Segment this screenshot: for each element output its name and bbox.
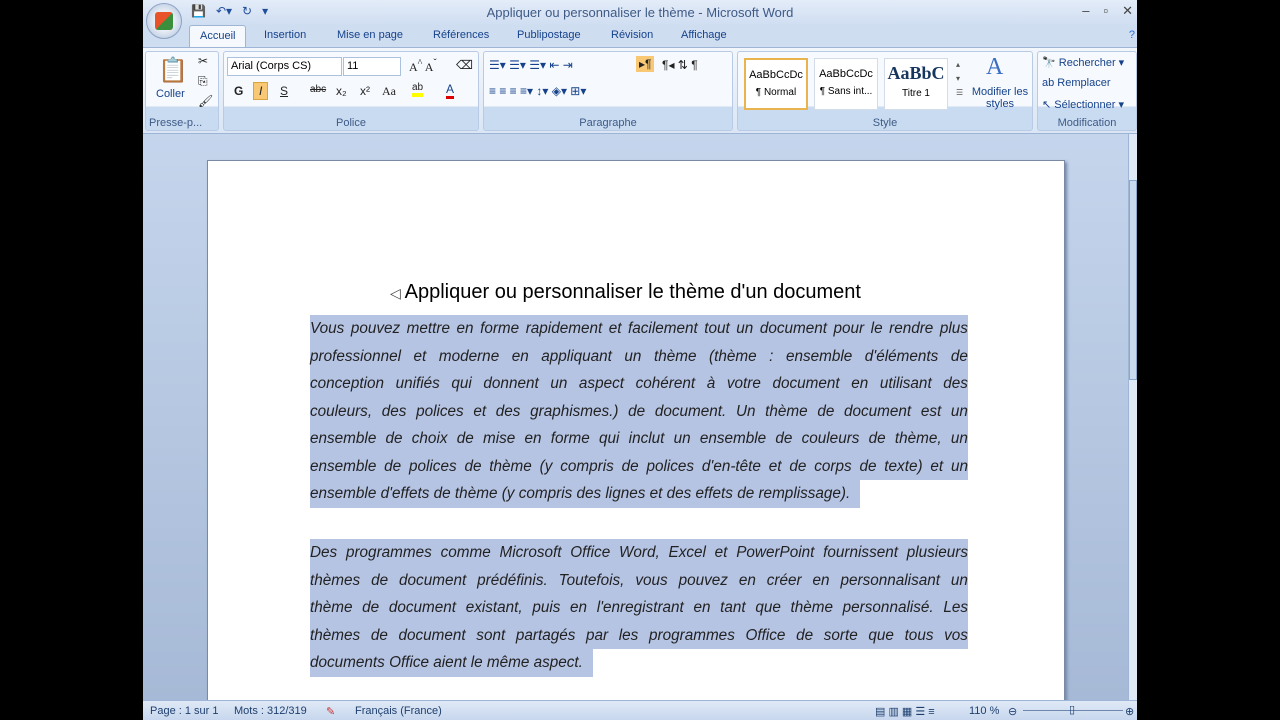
font-color-icon[interactable]: A <box>446 82 454 99</box>
bold-button[interactable]: G <box>234 84 244 98</box>
window-title: Appliquer ou personnaliser le thème - Microsoft Word <box>486 5 794 20</box>
group-paragraph <box>483 51 733 131</box>
style-sans-interligne[interactable]: AaBbCcDc ¶ Sans int... <box>814 58 878 110</box>
paste-icon[interactable]: 📋 <box>158 57 188 84</box>
subscript-button[interactable]: x₂ <box>336 84 347 98</box>
change-styles-button[interactable]: Modifier les styles <box>971 86 1029 110</box>
document-area <box>143 134 1128 700</box>
word: Les <box>943 599 968 616</box>
word: des <box>381 402 407 420</box>
word: plus <box>939 320 968 337</box>
highlight-icon[interactable]: ab <box>412 82 423 97</box>
word: un <box>950 402 968 420</box>
word: de <box>628 402 646 420</box>
text-line <box>310 539 968 567</box>
word: choix <box>411 430 448 447</box>
word: puis <box>532 599 561 616</box>
word: Des <box>310 544 338 561</box>
word: document <box>759 320 828 337</box>
word: utilisant <box>879 375 932 392</box>
document-page[interactable] <box>207 160 1065 720</box>
paragraph-1 <box>310 315 968 508</box>
office-logo-icon <box>155 12 173 30</box>
text-line <box>310 398 968 426</box>
word: Excel <box>668 544 706 561</box>
group-label: Police <box>336 117 366 129</box>
word: créer <box>766 571 802 589</box>
style-normal[interactable]: AaBbCcDc ¶ Normal <box>744 58 808 110</box>
word: de <box>789 457 807 475</box>
zoom-in-button[interactable]: ⊕ <box>1125 706 1135 718</box>
text-line <box>310 622 968 650</box>
word: (y <box>539 457 553 475</box>
word: : <box>769 347 774 365</box>
word: de <box>371 571 389 589</box>
zoom-out-button[interactable]: ⊖ <box>1008 706 1018 718</box>
scroll-thumb[interactable] <box>1129 180 1137 380</box>
word: vous <box>635 571 668 589</box>
text-line <box>310 567 968 595</box>
page-count[interactable]: Page : 1 sur 1 <box>150 705 219 717</box>
word: de <box>796 626 814 644</box>
italic-button[interactable]: I <box>253 82 268 100</box>
style-titre-1[interactable]: AaBbC Titre 1 <box>884 58 948 110</box>
title-bar <box>143 0 1137 25</box>
word: sont <box>476 626 506 644</box>
customize-icon[interactable]: ▾ <box>262 4 269 18</box>
word: document <box>398 626 466 644</box>
word: PowerPoint <box>736 544 815 561</box>
word: de <box>950 347 968 365</box>
word: ensemble <box>310 457 377 475</box>
styles-scroll[interactable]: ▴ ▾ ☰ <box>956 60 964 97</box>
word: personnalisant <box>840 571 940 589</box>
word: en <box>693 599 711 616</box>
list-icons[interactable]: ☰▾ ☰▾ ☰▾ ⇤ ⇥ <box>489 58 573 72</box>
word: un <box>550 375 568 392</box>
text-line <box>310 425 968 453</box>
word: thème <box>310 599 353 616</box>
document-heading: ◁ Appliquer ou personnaliser le thème d'un document <box>390 281 861 303</box>
word: qui <box>599 430 620 447</box>
group-label: Paragraphe <box>579 117 637 129</box>
word: polices <box>409 457 457 475</box>
word: conception <box>310 375 384 392</box>
help-icon[interactable]: ? <box>1128 29 1135 41</box>
word: et <box>714 544 728 561</box>
word: Word, <box>618 544 660 561</box>
superscript-button[interactable]: x² <box>360 84 370 98</box>
word: en <box>524 430 542 447</box>
word: forme <box>550 430 590 447</box>
word: pouvez <box>350 320 401 337</box>
select-button[interactable]: ↖ Sélectionner ▾ <box>1042 99 1125 111</box>
replace-button[interactable]: ab Remplacer <box>1042 77 1111 89</box>
word: en <box>570 599 588 616</box>
group-font <box>223 51 479 131</box>
paragraph-2 <box>310 539 968 677</box>
word: polices <box>646 457 695 475</box>
view-buttons[interactable]: ▤ ▥ ▦ ☰ ≡ <box>875 706 935 718</box>
copy-icon[interactable]: ⎘ <box>198 74 208 88</box>
group-editing <box>1037 51 1137 131</box>
word: fournissent <box>823 544 898 561</box>
word: rendre <box>889 320 934 337</box>
word: un <box>624 347 642 365</box>
word: mise <box>482 430 516 447</box>
word: de <box>384 457 402 475</box>
clear-format-icon[interactable]: ⌫ <box>456 58 473 72</box>
word: de <box>868 430 886 447</box>
font-name-select[interactable]: Arial (Corps CS) <box>227 57 342 76</box>
word: professionnel <box>310 347 401 365</box>
word: tout <box>704 320 730 337</box>
word: cohérent <box>635 375 696 392</box>
word: document. <box>654 402 727 420</box>
word: vos <box>944 626 968 644</box>
group-label: Modification <box>1057 117 1117 129</box>
word: sorte <box>823 626 858 644</box>
word: compris <box>560 457 614 475</box>
word: en <box>738 571 756 589</box>
cut-icon[interactable]: ✂ <box>198 54 209 68</box>
word: document <box>772 375 840 392</box>
word: en <box>812 571 830 589</box>
word: thème <box>790 599 834 616</box>
word: programmes <box>648 626 735 644</box>
word: forme <box>480 320 520 337</box>
tab-revision[interactable]: Révision <box>611 29 654 41</box>
word: de <box>385 430 403 447</box>
word: est <box>920 402 942 420</box>
word: thèmes <box>310 571 361 589</box>
change-styles-icon[interactable]: A <box>986 54 1004 80</box>
word-window <box>143 0 1137 720</box>
word-count[interactable]: Mots : 312/319 <box>234 705 307 717</box>
strikethrough-button[interactable]: abc <box>310 84 327 95</box>
word: existant, <box>465 599 523 616</box>
status-bar <box>143 700 1137 720</box>
rtl-icon[interactable]: ¶◂ ⇅ ¶ <box>662 58 698 72</box>
ltr-icon[interactable]: ▸¶ <box>636 56 654 72</box>
word: comme <box>440 544 491 561</box>
word: donnent <box>483 375 539 392</box>
word: programmes <box>345 544 432 561</box>
word: thèmes <box>310 626 361 644</box>
word: (thème <box>709 347 757 365</box>
word: et <box>608 320 622 337</box>
word: document <box>399 571 467 589</box>
text-line <box>310 343 968 371</box>
word: d'en-tête <box>701 457 761 475</box>
word: à <box>706 375 716 392</box>
word: un <box>673 430 691 447</box>
word: aspect <box>578 375 624 392</box>
word: plusieurs <box>906 544 968 561</box>
word: unifiés <box>395 375 440 392</box>
word: texte) <box>884 457 923 475</box>
text-line <box>310 315 968 343</box>
tab-references[interactable]: Références <box>433 29 490 41</box>
word: thème <box>653 347 697 365</box>
text-line: documents Office aient le même aspect. <box>310 649 593 677</box>
word: prédéfinis. <box>477 571 548 589</box>
word: graphismes.) <box>530 402 619 420</box>
word: de <box>362 599 380 616</box>
word: Office <box>570 544 611 561</box>
word: Un <box>735 402 756 420</box>
maximize-button[interactable]: ▫ <box>1103 3 1109 18</box>
word: des <box>943 375 968 392</box>
word: les <box>618 626 639 644</box>
word: de <box>775 430 793 447</box>
text-line <box>310 594 968 622</box>
word: corps <box>814 457 852 475</box>
word: document <box>388 599 457 616</box>
word: votre <box>726 375 761 392</box>
language[interactable]: Français (France) <box>355 705 442 717</box>
word: et <box>473 402 487 420</box>
word: qui <box>451 375 472 392</box>
tab-insertion[interactable]: Insertion <box>264 29 307 41</box>
word: facilement <box>628 320 698 337</box>
word: de <box>859 457 877 475</box>
word: que <box>868 626 894 644</box>
vertical-scrollbar[interactable] <box>1128 134 1137 700</box>
zoom-slider-thumb[interactable]: ▯ <box>1069 704 1076 716</box>
word: un <box>950 571 968 589</box>
tab-affichage[interactable]: Affichage <box>681 29 727 41</box>
proofing-icon[interactable]: ✎ <box>326 706 336 718</box>
word: un <box>950 430 968 447</box>
redo-icon[interactable]: ↻ <box>242 4 253 18</box>
paste-button[interactable]: Coller <box>156 88 185 100</box>
word: et <box>413 347 427 365</box>
tab-publipostage[interactable]: Publipostage <box>517 29 581 41</box>
word: pouvez <box>678 571 728 589</box>
group-label: Presse-p... <box>149 117 203 129</box>
word: partagés <box>515 626 576 644</box>
save-icon[interactable]: 💾 <box>191 4 206 18</box>
grow-font-icon[interactable]: A^ $A^ˇ$ <box>409 58 437 74</box>
word: tant <box>720 599 746 616</box>
word: rapidement <box>525 320 603 337</box>
word: de <box>817 402 835 420</box>
word: thème, <box>894 430 942 447</box>
word: tous <box>904 626 934 644</box>
tab-mise-en-page[interactable]: Mise en page <box>337 29 404 41</box>
word: un <box>950 457 968 475</box>
group-clipboard <box>145 51 219 131</box>
word: en <box>456 320 474 337</box>
underline-button[interactable]: S <box>280 84 289 98</box>
word: couleurs <box>801 430 860 447</box>
font-size-select[interactable]: 11 <box>343 57 401 76</box>
tab-accueil[interactable]: Accueil <box>189 25 246 48</box>
format-painter-icon[interactable]: 🖌 <box>198 94 214 108</box>
word: ensemble <box>310 430 377 447</box>
zoom-level[interactable]: 110 % <box>969 705 1000 717</box>
word: inclut <box>628 430 665 447</box>
word: de <box>370 626 388 644</box>
group-styles <box>737 51 1033 131</box>
minimize-button[interactable]: – <box>1082 3 1090 18</box>
word: de <box>456 430 474 447</box>
word: et <box>768 457 782 475</box>
word: polices <box>416 402 464 420</box>
text-line <box>310 370 968 398</box>
word: ensemble <box>699 430 767 447</box>
word: par <box>586 626 609 644</box>
word: appliquant <box>541 347 612 365</box>
align-icons[interactable]: ≡ ≡ ≡ ≡▾ ↕▾ ◈▾ ⊞▾ <box>489 84 587 98</box>
ribbon <box>143 47 1137 134</box>
find-button[interactable]: 🔭 Rechercher ▾ <box>1042 57 1125 69</box>
word: et <box>930 457 944 475</box>
word: thème <box>489 457 532 475</box>
word: moderne <box>438 347 500 365</box>
word: mettre <box>406 320 451 337</box>
word: que <box>755 599 781 616</box>
word: ensemble <box>785 347 853 365</box>
word: de <box>621 457 639 475</box>
group-label: Style <box>872 117 898 129</box>
word: le <box>870 320 883 337</box>
word: Microsoft <box>499 544 562 561</box>
word: en <box>511 347 529 365</box>
ribbon-tabs <box>143 25 1137 47</box>
office-button[interactable] <box>146 3 182 39</box>
word: thème <box>765 402 808 420</box>
word: l'enregistrant <box>596 599 684 616</box>
word: de <box>464 457 482 475</box>
word: d'éléments <box>864 347 939 365</box>
word: en <box>851 375 869 392</box>
text-line <box>310 453 968 481</box>
word: pour <box>833 320 865 337</box>
close-button[interactable]: ✕ <box>1122 3 1133 18</box>
text-line: ensemble d'effets de thème (y compris des lignes et des effets de remplissage). <box>310 480 860 508</box>
change-case-button[interactable]: Aa <box>382 84 396 98</box>
undo-icon[interactable]: ↶▾ <box>215 4 233 18</box>
word: des <box>495 402 521 420</box>
word: document <box>844 402 912 420</box>
word: couleurs, <box>310 402 373 420</box>
word: Toutefois, <box>558 571 625 589</box>
word: un <box>736 320 754 337</box>
word: Vous <box>310 320 345 337</box>
word: Office <box>745 626 786 644</box>
word: personnalisé. <box>842 599 934 616</box>
